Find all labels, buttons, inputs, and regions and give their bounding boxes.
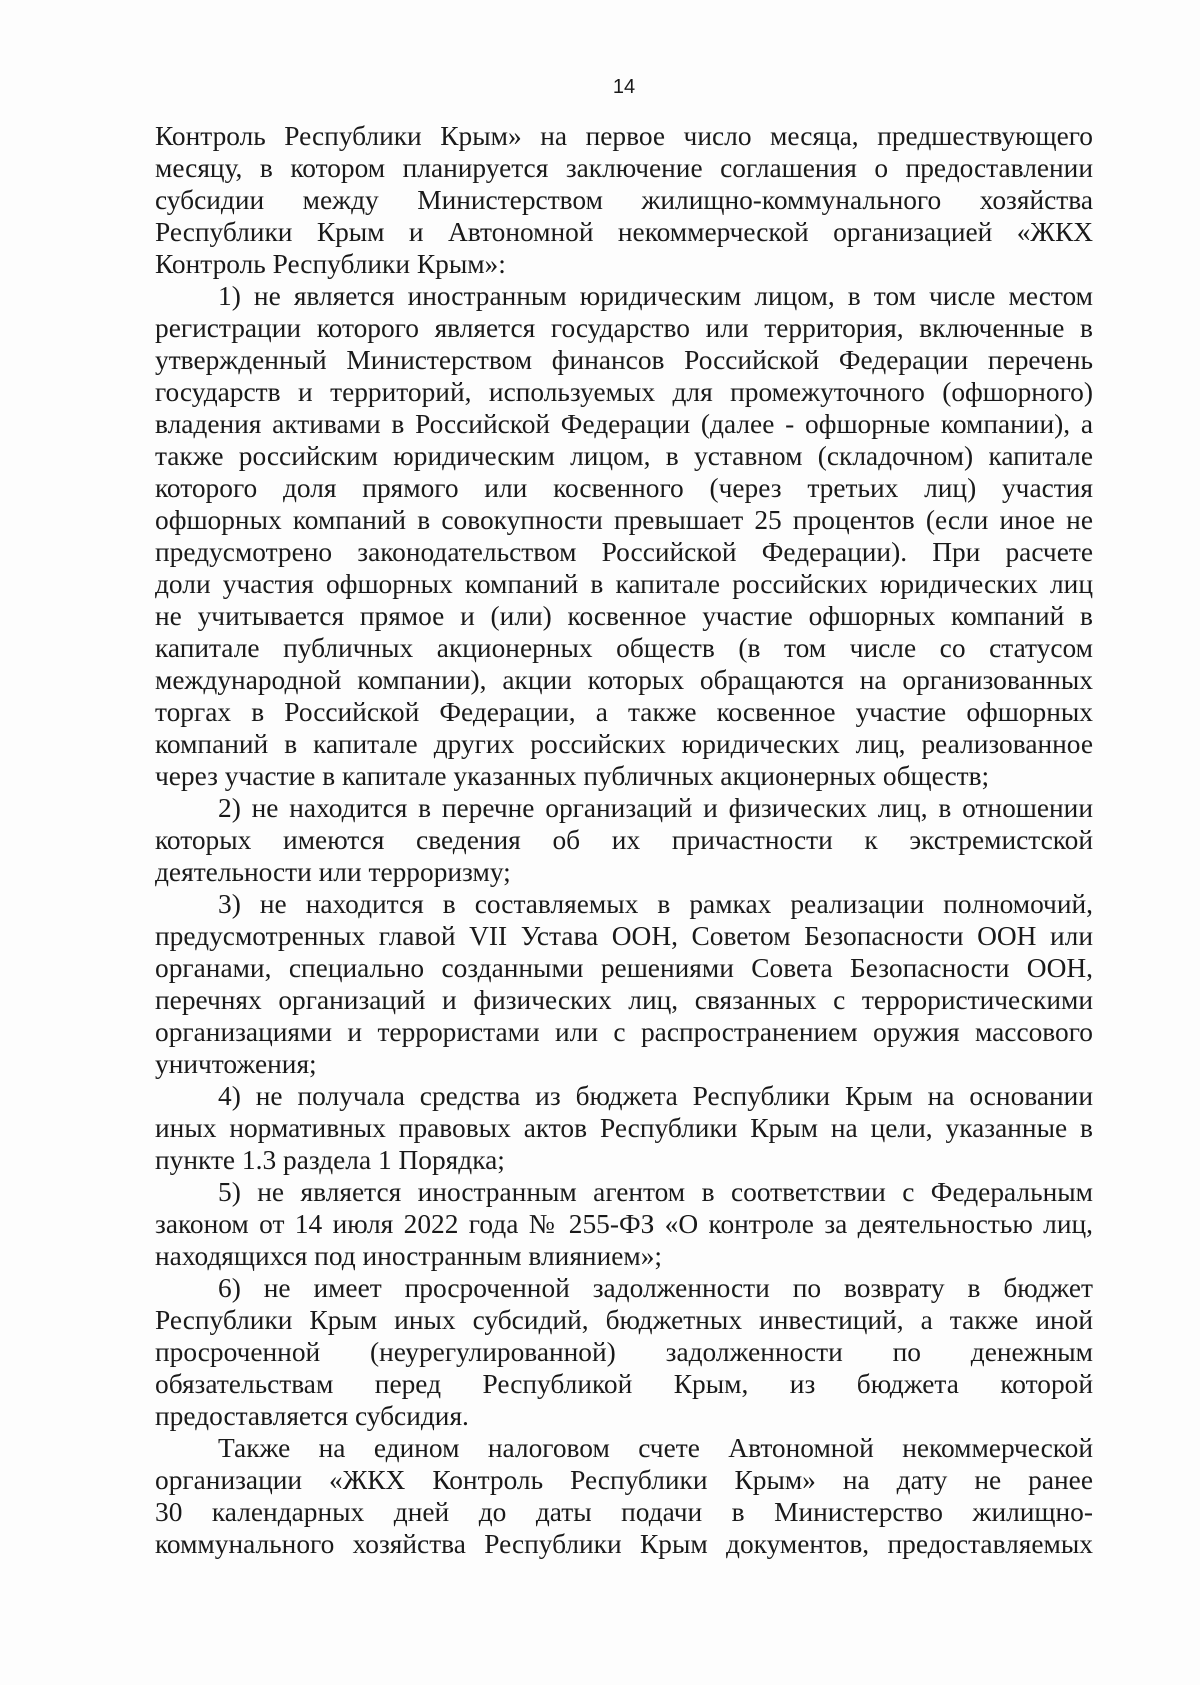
text-line: Контроль Республики Крым» на первое число месяца, предшествующего <box>155 121 1093 151</box>
text-line: государств и территорий, используемых для промежуточного (офшорного) <box>155 377 1093 407</box>
text-line: просроченной (неурегулированной) задолженности по денежным <box>155 1337 1093 1367</box>
text-line: уничтожения; <box>155 1049 317 1079</box>
text-line: регистрации которого является государство или территория, включенные в <box>155 313 1093 343</box>
text-line: которых имеются сведения об их причастности к экстремистской <box>155 825 1093 855</box>
text-line: международной компании), акции которых обращаются на организованных <box>155 665 1093 695</box>
text-line: организациями и террористами или с распространением оружия массового <box>155 1017 1093 1047</box>
paragraph <box>155 1272 1093 1432</box>
text-line: не учитывается прямое и (или) косвенное участие офшорных компаний в <box>155 601 1093 631</box>
text-line: торгах в Российской Федерации, а также косвенное участие офшорных <box>155 697 1093 727</box>
text-line: 4) не получала средства из бюджета Республики Крым на основании <box>218 1081 1093 1111</box>
text-line: организации «ЖКХ Контроль Республики Крым» на дату не ранее <box>155 1465 1093 1495</box>
text-line: через участие в капитале указанных публичных акционерных обществ; <box>155 761 990 791</box>
text-line: 5) не является иностранным агентом в соответствии с Федеральным <box>218 1177 1093 1207</box>
text-line: 1) не является иностранным юридическим лицом, в том числе местом <box>218 281 1093 311</box>
paragraph <box>155 1176 1093 1272</box>
text-line: офшорных компаний в совокупности превышает 25 процентов (если иное не <box>155 505 1093 535</box>
text-line: 6) не имеет просроченной задолженности по возврату в бюджет <box>218 1273 1093 1303</box>
text-line: 3) не находится в составляемых в рамках реализации полномочий, <box>218 889 1093 919</box>
text-line: владения активами в Российской Федерации (далее - офшорные компании), а <box>155 409 1093 439</box>
text-line: законом от 14 июля 2022 года № 255-ФЗ «О контроле за деятельностью лиц, <box>155 1209 1093 1239</box>
paragraph <box>155 792 1093 888</box>
text-line: перечнях организаций и физических лиц, связанных с террористическими <box>155 985 1093 1015</box>
text-line: 30 календарных дней до даты подачи в Министерство жилищно- <box>155 1497 1093 1527</box>
text-line: иных нормативных правовых актов Республики Крым на цели, указанные в <box>155 1113 1093 1143</box>
text-line: капитале публичных акционерных обществ (в том числе со статусом <box>155 633 1093 663</box>
text-line: деятельности или терроризму; <box>155 857 511 887</box>
paragraph <box>155 888 1093 1080</box>
text-line: утвержденный Министерством финансов Российской Федерации перечень <box>155 345 1093 375</box>
text-line: которого доля прямого или косвенного (через третьих лиц) участия <box>155 473 1093 503</box>
paragraph <box>155 280 1093 792</box>
text-line: 2) не находится в перечне организаций и физических лиц, в отношении <box>218 793 1093 823</box>
text-line: Республики Крым иных субсидий, бюджетных инвестиций, а также иной <box>155 1305 1093 1335</box>
text-line: субсидии между Министерством жилищно-коммунального хозяйства <box>155 185 1093 215</box>
text-line: коммунального хозяйства Республики Крым документов, предоставляемых <box>155 1529 1093 1559</box>
text-line: предусмотренных главой VII Устава ООН, Советом Безопасности ООН или <box>155 921 1093 951</box>
paragraph <box>155 1432 1093 1560</box>
text-line: находящихся под иностранным влиянием»; <box>155 1241 663 1271</box>
text-line: обязательствам перед Республикой Крым, из бюджета которой <box>155 1369 1093 1399</box>
text-line: также российским юридическим лицом, в уставном (складочном) капитале <box>155 441 1093 471</box>
text-line: Также на едином налоговом счете Автономной некоммерческой <box>218 1433 1093 1463</box>
text-line: Республики Крым и Автономной некоммерческой организацией «ЖКХ <box>155 217 1093 247</box>
page-number: 14 <box>612 76 636 98</box>
text-line: Контроль Республики Крым»: <box>155 249 506 279</box>
text-line: предоставляется субсидия. <box>155 1401 469 1431</box>
text-line: пункте 1.3 раздела 1 Порядка; <box>155 1145 505 1175</box>
paragraph <box>155 1080 1093 1176</box>
text-line: месяцу, в котором планируется заключение соглашения о предоставлении <box>155 153 1093 183</box>
text-line: доли участия офшорных компаний в капитале российских юридических лиц <box>155 569 1093 599</box>
text-line: предусмотрено законодательством Российской Федерации). При расчете <box>155 537 1093 567</box>
paragraph <box>155 120 1093 280</box>
text-line: органами, специально созданными решениями Совета Безопасности ООН, <box>155 953 1093 983</box>
text-line: компаний в капитале других российских юридических лиц, реализованное <box>155 729 1093 759</box>
document-body <box>155 120 1093 1560</box>
